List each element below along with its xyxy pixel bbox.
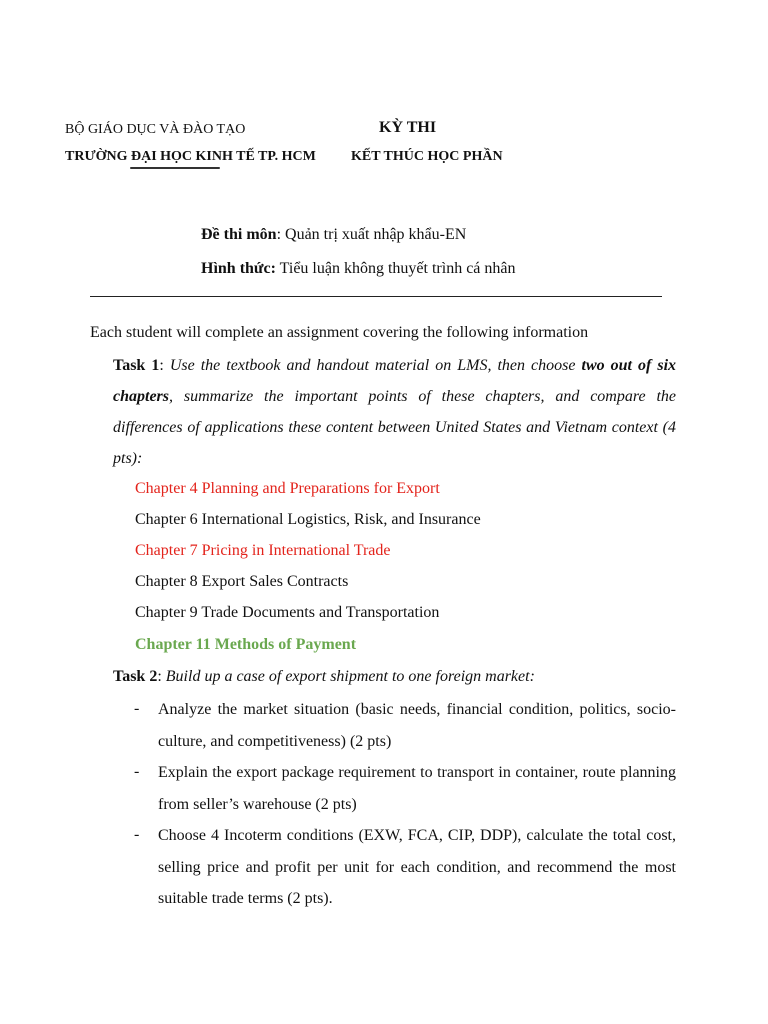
task2-label: Task 2 [113,668,158,685]
subject-label: Đề thi môn [201,226,277,243]
university-name: TRƯỜNG ĐẠI HỌC KINH TẾ TP. HCM [65,149,316,164]
format-label: Hình thức: [201,260,276,277]
divider-line [90,296,662,297]
handwritten-underline [130,167,220,169]
task2-text: Build up a case of export shipment to one foreign market: [165,668,535,685]
chapter-item: Chapter 6 International Logistics, Risk, and Insurance [135,511,481,528]
chapter-item: Chapter 7 Pricing in International Trade [135,542,391,559]
task2-bullet: Analyze the market situation (basic needs, financial condition, politics, socio-culture, and competitiveness) (2 pts) [158,701,676,750]
bullet-dash: - [134,700,140,717]
task1-label: Task 1 [113,357,160,374]
task1-paragraph: Task 1: Use the textbook and handout material on LMS, then choose two out of six chapters, summarize the important points of these chapters, and compare the differences of applications these content between United States and Vietnam context (4 pts): [113,357,677,467]
subject-value: Quản trị xuất nhập khẩu-EN [285,226,467,243]
bullet-dash: - [134,763,140,780]
task2-line: Task 2: Build up a case of export shipment to one foreign market: [113,668,535,685]
task2-bullet: Choose 4 Incoterm conditions (EXW, FCA, CIP, DDP), calculate the total cost, selling price and profit per unit for each condition, and recommend the most suitable trade terms (2 pts). [158,827,676,907]
task1-text-bold: two out of six chapters [113,357,677,405]
task1-text-a: Use the textbook and handout material on LMS, then choose [169,357,582,374]
bullet-dash: - [134,826,140,843]
chapter-item: Chapter 11 Methods of Payment [135,636,357,653]
format-line [201,260,516,278]
format-value: Tiểu luận không thuyết trình cá nhân [279,260,516,277]
task2-bullet: Explain the export package requirement to transport in container, route planning from seller’s warehouse (2 pts) [158,764,676,813]
chapter-item: Chapter 4 Planning and Preparations for Export [135,480,440,497]
chapter-item: Chapter 9 Trade Documents and Transportation [135,604,440,621]
task1-text-b: , summarize the important points of these chapters, and compare the differences of applications these content between United States and Vietnam context (4 pts): [113,388,676,467]
exam-title-line1: KỲ THI [379,119,437,136]
chapter-item: Chapter 8 Export Sales Contracts [135,573,349,590]
intro-text: Each student will complete an assignment covering the following information [90,324,589,341]
ministry-name: BỘ GIÁO DỤC VÀ ĐÀO TẠO [65,122,246,137]
subject-line: Đề thi môn: Quản trị xuất nhập khẩu-EN [201,226,467,243]
exam-title-line2: KẾT THÚC HỌC PHẦN [351,149,503,164]
